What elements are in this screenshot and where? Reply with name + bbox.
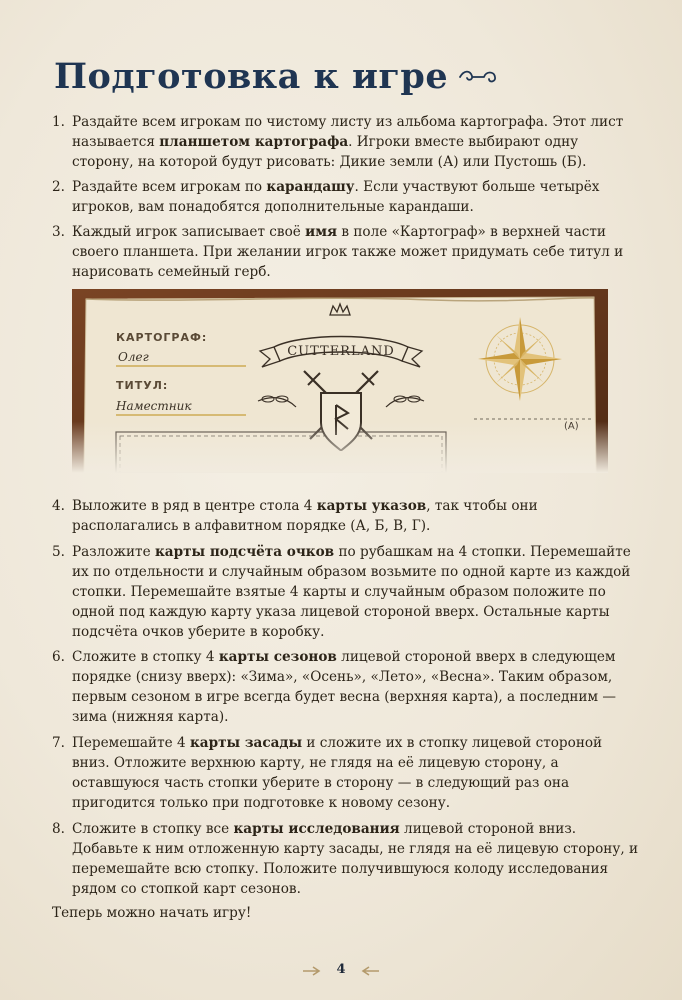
step-item xyxy=(52,112,642,172)
step-run: Каждый игрок записывает своё xyxy=(72,224,306,240)
step-term: планшетом картографа xyxy=(159,134,349,150)
step-term: карты засады xyxy=(189,735,303,751)
step-run: Раздайте всем игрокам по чистому листу из альбома картографа. Этот лист называется xyxy=(72,114,624,150)
step-run: , так чтобы они располагались в алфавитном порядке (А, Б, В, Г). xyxy=(72,498,538,534)
step-number: 1. xyxy=(52,114,65,130)
final-note: Теперь можно начать игру! xyxy=(52,905,252,921)
step-term: карты исследования xyxy=(233,821,400,837)
step-run: и сложите их в стопку лицевой стороной вниз. Отложите верхнюю карту, не глядя на её лицевую сторону, а оставшуюся часть стопки уберите в сторону — в следующий раз она пригодится только при подготовке к новому сезону. xyxy=(72,735,603,811)
step-item xyxy=(52,222,642,282)
step-run: лицевой стороной вниз. Добавьте к ним отложенную карту засады, не глядя на её лицевую сторону, и перемешайте всю стопку. Положите получившуюся колоду исследования рядом со стопкой карт сезонов. xyxy=(72,821,639,897)
step-item xyxy=(52,496,642,536)
step-term: карты сезонов xyxy=(218,649,337,665)
step-run: . Игроки вместе выбирают одну сторону, на которой будут рисовать: Дикие земли (А) или Пустошь (Б). xyxy=(72,134,587,170)
step-item xyxy=(52,733,642,813)
section-header xyxy=(54,56,498,97)
step-item xyxy=(52,819,642,899)
step-term: карандашу xyxy=(266,179,355,195)
step-text xyxy=(72,112,642,172)
step-run: Выложите в ряд в центре стола 4 xyxy=(72,498,317,514)
step-run: по рубашкам на 4 стопки. Перемешайте их по отдельности и случайным образом возьмите по одной карте из каждой стопки. Перемешайте взятые 4 карты и случайным образом положите по одной под каждую карту указа лицевой стороной вверх. Остальные карты подсчёта очков уберите в коробку. xyxy=(72,544,631,640)
step-run: Сложите в стопку 4 xyxy=(72,649,219,665)
step-run: лицевой стороной вверх в следующем порядке (снизу вверх): «Зима», «Осень», «Лето», «Весна». Таким образом, первым сезоном в игре всегда будет весна (верхняя карта), а последним — зима (нижняя карта). xyxy=(72,649,616,725)
step-run: Разложите xyxy=(72,544,155,560)
step-text xyxy=(72,819,642,899)
step-number: 8. xyxy=(52,821,65,837)
ornament-left-icon xyxy=(303,966,325,976)
step-text xyxy=(72,496,642,536)
step-number: 5. xyxy=(52,544,65,560)
ornament-right-icon xyxy=(357,966,379,976)
cartographer-sheet-illustration xyxy=(72,289,608,473)
flourish-icon xyxy=(458,68,498,86)
step-run: Перемешайте 4 xyxy=(72,735,190,751)
step-run: Сложите в стопку все xyxy=(72,821,234,837)
step-number: 7. xyxy=(52,735,65,751)
step-term: карты указов xyxy=(316,498,427,514)
step-text xyxy=(72,733,642,813)
step-text xyxy=(72,647,642,727)
step-run: Раздайте всем игрокам по xyxy=(72,179,267,195)
step-item xyxy=(52,542,642,642)
sheet-drawing xyxy=(72,289,608,473)
step-run: . Если участвуют больше четырёх игроков, вам понадобятся дополнительные карандаши. xyxy=(72,179,600,215)
step-number: 6. xyxy=(52,649,65,665)
step-number: 3. xyxy=(52,224,65,240)
page-title: Подготовка к игре xyxy=(54,56,449,97)
step-term: карты подсчёта очков xyxy=(154,544,335,560)
step-item xyxy=(52,647,642,727)
step-text xyxy=(72,542,642,642)
step-text xyxy=(72,177,642,217)
step-run: в поле «Картограф» в верхней части своего планшета. При желании игрок также может придумать себе титул и нарисовать семейный герб. xyxy=(72,224,624,280)
step-term: имя xyxy=(305,224,338,240)
step-number: 2. xyxy=(52,179,65,195)
page-footer xyxy=(0,960,682,979)
step-item xyxy=(52,177,642,217)
page-number: 4 xyxy=(336,962,346,977)
step-number: 4. xyxy=(52,498,65,514)
step-text xyxy=(72,222,642,282)
